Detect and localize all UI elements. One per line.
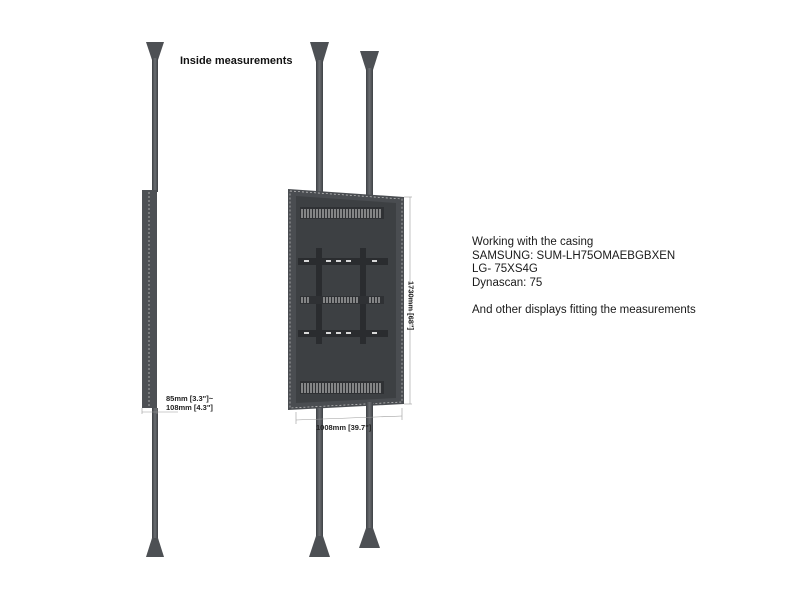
front-bottom-foot-right: [359, 528, 380, 548]
height-dimension-label: 1730mm [68"]: [406, 281, 416, 330]
width-dimension-label: 1008mm [39.7"]: [316, 423, 372, 432]
side-top-pole: [152, 58, 158, 192]
side-housing: [142, 190, 157, 408]
front-top-cap-left: [310, 42, 329, 62]
side-bottom-pole: [152, 408, 158, 540]
side-top-cap: [146, 42, 164, 60]
section-heading: Inside measurements: [180, 55, 293, 67]
info-spacer: [472, 290, 696, 304]
depth-dimension-line1: 85mm [3.3"]~: [166, 394, 214, 403]
info-line-3: LG- 75XS4G: [472, 263, 538, 275]
info-line-4: Dynascan: 75: [472, 276, 543, 289]
side-view: [142, 42, 178, 557]
front-bottom-pole-right: [366, 402, 373, 530]
depth-dimension-line2: 108mm [4.3"]: [166, 403, 213, 412]
front-bottom-foot-left: [309, 536, 330, 557]
front-top-cap-right: [360, 51, 379, 70]
width-dimension-line: [296, 408, 402, 424]
depth-dimension-label: [166, 394, 213, 412]
info-line-5: And other displays fitting the measurements: [472, 304, 696, 316]
info-line-1: Working with the casing: [472, 236, 594, 248]
side-bottom-foot: [146, 538, 164, 557]
front-top-pole-right: [366, 68, 373, 198]
compatibility-info: [472, 236, 696, 318]
info-line-2: SAMSUNG: SUM-LH75OMAEBGBXEN: [472, 249, 676, 262]
top-vents: [300, 207, 384, 219]
bottom-vents: [300, 381, 384, 394]
front-top-pole-left: [316, 60, 323, 192]
front-view: [288, 42, 412, 557]
